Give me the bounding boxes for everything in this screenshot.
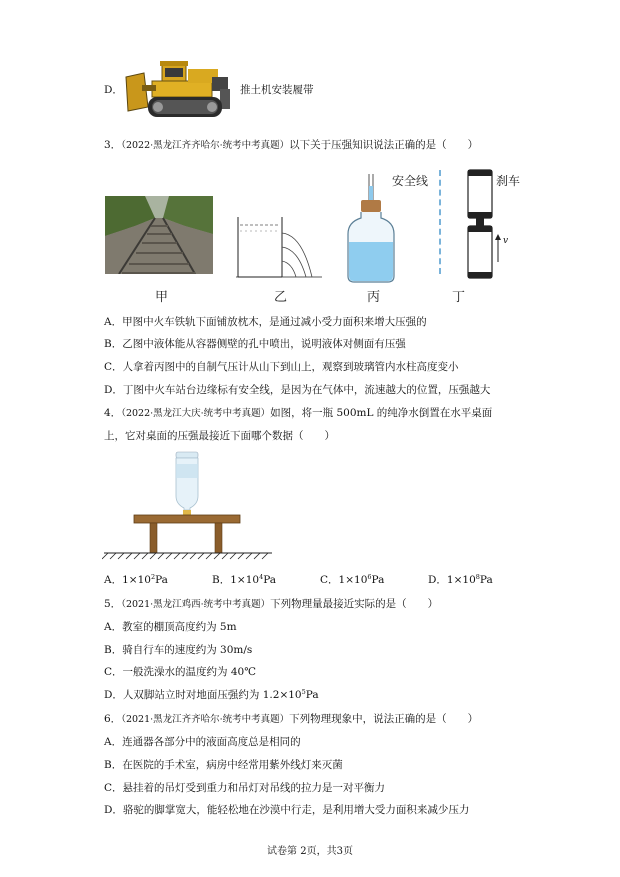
q3-number: 3． xyxy=(104,139,122,151)
label-jia: 甲 xyxy=(155,290,169,305)
q4-line2: 上，它对桌面的压强最接近下面哪个数据（ ） xyxy=(104,430,335,442)
q3-option-d: D．丁图中火车站台边缘标有安全线，是因为在气体中，流速越大的位置，压强越大 xyxy=(104,384,491,396)
brake-label: 刹车 xyxy=(496,174,521,188)
barometer-bottle-diagram xyxy=(344,172,398,284)
q6-stem: 下列物理现象中，说法正确的是（ ） xyxy=(289,713,479,725)
safety-line-dashed xyxy=(439,170,441,274)
q4-option-b: B．$1\times 10^4Pa$ xyxy=(212,573,277,586)
liquid-container-diagram xyxy=(236,215,326,280)
q3-line xyxy=(104,138,478,153)
q5-number: 5． xyxy=(104,598,122,610)
safety-line-label: 安全线 xyxy=(392,174,429,188)
q3-option-c: C．人拿着丙图中的自制气压计从山下到山上，观察到玻璃管内水柱高度变小 xyxy=(104,361,459,373)
q5-option-b: B．骑自行车的速度约为 30m/s xyxy=(104,644,253,656)
q6-line xyxy=(104,712,478,727)
q6-option-b: B．在医院的手术室，病房中经常用紫外线灯来灭菌 xyxy=(104,759,343,771)
q5-option-a: A．教室的棚顶高度约为 5m xyxy=(104,621,237,633)
page-footer: 试卷第 2页，共3页 xyxy=(267,846,353,857)
bulldozer-image xyxy=(124,55,236,123)
q6-option-a: A．连通器各部分中的液面高度总是相同的 xyxy=(104,736,301,748)
q4-option-d: D．$1\times 10^8Pa$ xyxy=(428,573,493,586)
q6-number: 6． xyxy=(104,713,122,725)
q3-option-b: B．乙图中液体能从容器侧壁的孔中喷出，说明液体对侧面有压强 xyxy=(104,338,406,350)
q4-source: （2022·黑龙江大庆·统考中考真题） xyxy=(121,408,271,419)
q6-source: （2021·黑龙江齐齐哈尔·统考中考真题） xyxy=(121,714,290,725)
q5-option-c: C．一般洗澡水的温度约为 40℃ xyxy=(104,666,256,678)
q4-option-a: A．$1\times 10^2Pa$ xyxy=(104,573,168,586)
q3-source: （2022·黑龙江齐齐哈尔·统考中考真题） xyxy=(121,140,290,151)
q3-stem: 以下关于压强知识说法正确的是（ ） xyxy=(289,139,479,151)
q4-number: 4． xyxy=(104,407,122,419)
q5-source: （2021·黑龙江鸡西·统考中考真题） xyxy=(121,599,271,610)
q5-line xyxy=(104,597,438,612)
q5-stem: 下列物理量最接近实际的是（ ） xyxy=(270,598,439,610)
option-d-letter: D． xyxy=(104,84,123,96)
q6-option-c: C．悬挂着的吊灯受到重力和吊灯对吊线的拉力是一对平衡力 xyxy=(104,782,386,794)
label-bing: 丙 xyxy=(367,290,381,305)
q5-option-d: D．人双脚站立时对地面压强约为 $1.2\times 10^5Pa$ xyxy=(104,688,319,701)
q4-option-c: C．$1\times 10^6Pa$ xyxy=(320,573,385,586)
option-d-text: 推土机安装履带 xyxy=(240,84,314,96)
railway-track-image xyxy=(105,196,213,274)
inverted-bottle-on-table-diagram xyxy=(102,450,274,560)
label-yi: 乙 xyxy=(274,290,288,305)
q4-line1 xyxy=(104,406,492,421)
q3-option-a: A．甲图中火车铁轨下面铺放枕木，是通过减小受力面积来增大压强的 xyxy=(104,316,427,328)
label-ding: 丁 xyxy=(452,290,466,305)
q4-stem-1: 如图，将一瓶 500mL 的纯净水倒置在水平桌面 xyxy=(270,407,493,419)
velocity-label: v xyxy=(503,236,509,246)
q6-option-d: D．骆驼的脚掌宽大，能轻松地在沙漠中行走，是利用增大受力面积来减少压力 xyxy=(104,804,470,816)
